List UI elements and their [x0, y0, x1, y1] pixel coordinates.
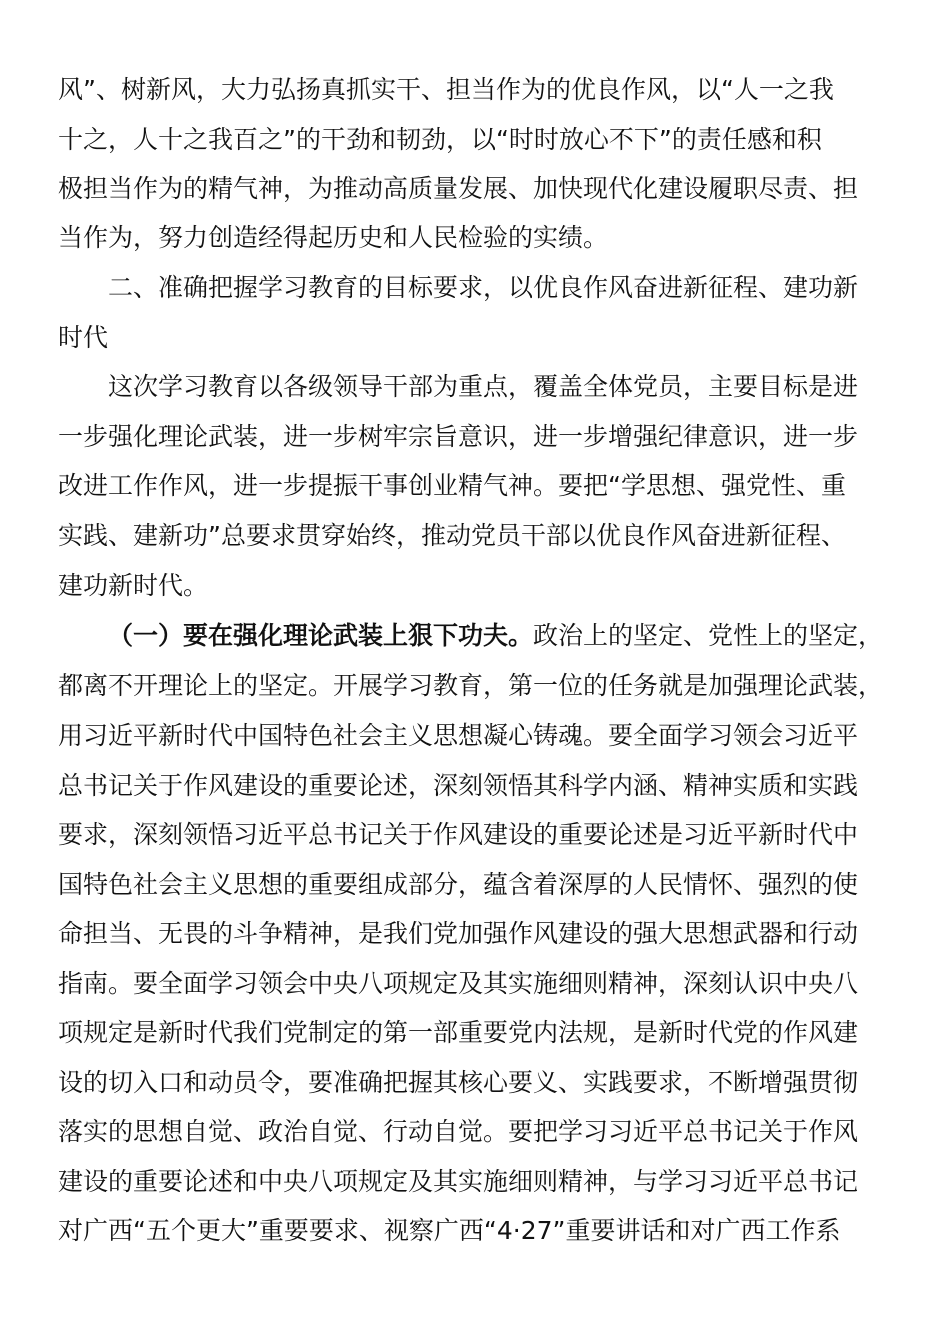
subsection-text: 政治上的坚定、党性上的坚定， — [533, 621, 884, 650]
paragraph-line: 对广西“五个更大”重要要求、视察广西“4·27”重要讲话和对广西工作系 — [58, 1216, 841, 1245]
paragraph-line: 建设的重要论述和中央八项规定及其实施细则精神，与学习习近平总书记 — [58, 1167, 859, 1196]
paragraph-line: 要求，深刻领悟习近平总书记关于作风建设的重要论述是习近平新时代中 — [58, 820, 859, 849]
paragraph-line: 指南。要全面学习领会中央八项规定及其实施细则精神，深刻认识中央八 — [58, 969, 859, 998]
subsection-title: （一）要在强化理论武装上狠下功夫。 — [108, 621, 534, 650]
paragraph-line: 建功新时代。 — [58, 571, 209, 600]
paragraph-line: 风”、树新风，大力弘扬真抓实干、担当作为的优良作风，以“人一之我 — [58, 75, 834, 104]
paragraph-line: 总书记关于作风建设的重要论述，深刻领悟其科学内涵、精神实质和实践 — [58, 771, 859, 800]
paragraph-line: 十之，人十之我百之”的干劲和韧劲，以“时时放心不下”的责任感和积 — [58, 125, 822, 154]
subsection-first-line — [108, 611, 888, 661]
paragraph-line: 落实的思想自觉、政治自觉、行动自觉。要把学习习近平总书记关于作风 — [58, 1117, 859, 1146]
paragraph-line: 国特色社会主义思想的重要组成部分，蕴含着深厚的人民情怀、强烈的使 — [58, 870, 859, 899]
section-heading: 时代 — [58, 323, 109, 352]
paragraph-line: 用习近平新时代中国特色社会主义思想凝心铸魂。要全面学习领会习近平 — [58, 721, 859, 750]
paragraph-line: 一步强化理论武装，进一步树牢宗旨意识，进一步增强纪律意识，进一步 — [58, 422, 859, 451]
paragraph-line: 极担当作为的精气神，为推动高质量发展、加快现代化建设履职尽责、担 — [58, 174, 859, 203]
paragraph-line: 命担当、无畏的斗争精神，是我们党加强作风建设的强大思想武器和行动 — [58, 919, 859, 948]
paragraph-line: 当作为，努力创造经得起历史和人民检验的实绩。 — [58, 223, 609, 252]
paragraph-line: 实践、建新功”总要求贯穿始终，推动党员干部以优良作风奋进新征程、 — [58, 521, 846, 550]
paragraph-line: 都离不开理论上的坚定。开展学习教育，第一位的任务就是加强理论武装， — [58, 671, 884, 700]
paragraph-line: 这次学习教育以各级领导干部为重点，覆盖全体党员，主要目标是进 — [108, 372, 859, 401]
paragraph-line: 项规定是新时代我们党制定的第一部重要党内法规，是新时代党的作风建 — [58, 1018, 859, 1047]
paragraph-line: 改进工作作风，进一步提振干事创业精气神。要把“学思想、强党性、重 — [58, 471, 846, 500]
section-heading: 二、准确把握学习教育的目标要求，以优良作风奋进新征程、建功新 — [108, 273, 859, 302]
paragraph-line: 设的切入口和动员令，要准确把握其核心要义、实践要求，不断增强贯彻 — [58, 1068, 859, 1097]
